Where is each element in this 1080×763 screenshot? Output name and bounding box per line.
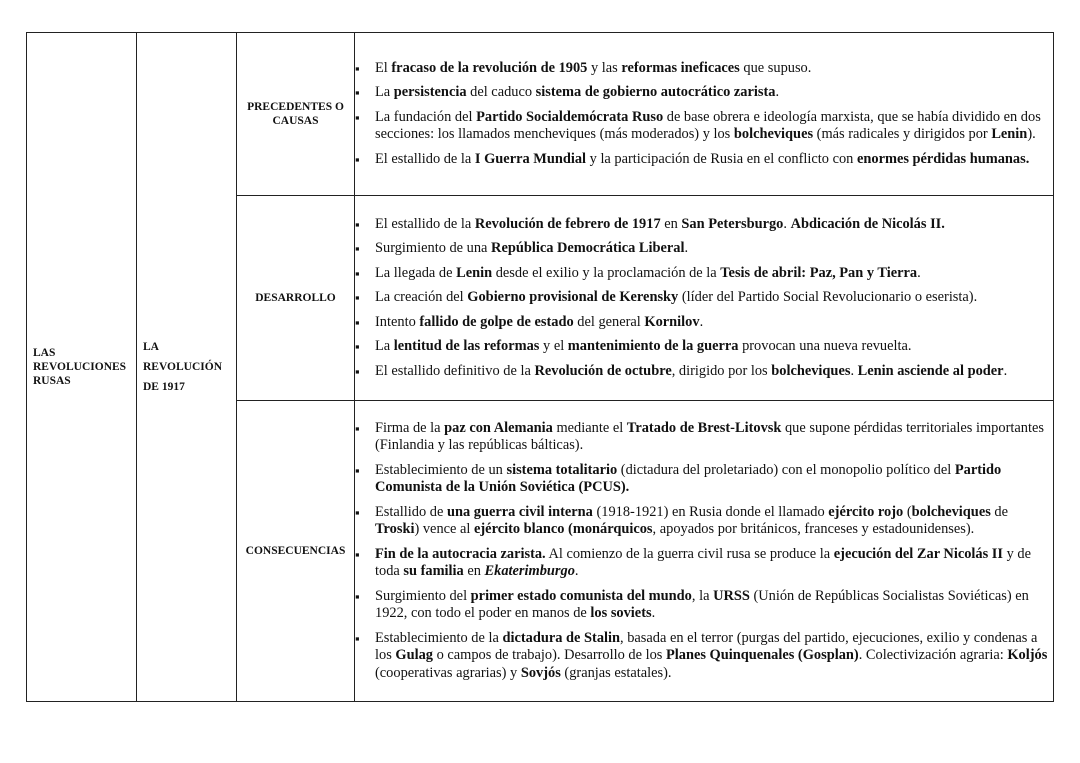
text-segment: de: [990, 503, 1008, 520]
text-segment: El estallido de la: [375, 150, 475, 167]
text-segment: en: [660, 215, 682, 232]
text-segment: Planes Quinquenales (Gosplan): [665, 647, 859, 664]
bullet-list-consecuencias: [355, 420, 1053, 683]
text-segment: sistema totalitario: [506, 461, 618, 478]
subtopic-cell: [137, 33, 237, 702]
text-segment: ).: [1027, 126, 1036, 143]
text-segment: .: [699, 313, 704, 330]
text-segment: fracaso de la revolución de 1905: [391, 59, 588, 76]
text-segment: Tesis de abril: Paz, Pan y Tierra: [720, 264, 918, 281]
text-segment: Al comienzo de la guerra civil rusa se produce la: [545, 545, 834, 562]
text-segment: (granjas estatales).: [560, 664, 672, 681]
bullet-item: [355, 504, 1053, 539]
text-segment: que supone pérdidas territoriales importantes (Finlandia y las repúblicas bálticas).: [375, 419, 1044, 454]
text-segment: La fundación del: [375, 108, 477, 125]
bullet-item: [355, 363, 1053, 381]
text-segment: La creación del: [375, 289, 468, 306]
text-segment: , dirigido por los: [671, 362, 772, 379]
text-segment: persistencia: [393, 84, 467, 101]
text-segment: (cooperativas agrarias) y: [375, 664, 521, 681]
text-segment: . Colectivización agraria:: [858, 647, 1008, 664]
text-segment: primer estado comunista del mundo: [470, 587, 692, 604]
bullet-item: [355, 240, 1053, 258]
section-label-causas: PRECEDENTES O CAUSAS: [247, 101, 344, 127]
text-segment: URSS: [713, 587, 750, 604]
text-segment: bolcheviques: [771, 362, 851, 379]
text-segment: .: [917, 264, 921, 281]
text-segment: sistema de gobierno autocrático zarista: [535, 84, 776, 101]
text-segment: una guerra civil interna: [446, 503, 593, 520]
text-segment: Koljós: [1007, 647, 1048, 664]
text-segment: y la participación de Rusia en el conflicto con: [586, 150, 857, 167]
bullet-item: [355, 462, 1053, 497]
text-segment: Establecimiento de la: [375, 629, 503, 646]
bullet-list-desarrollo: [355, 216, 1053, 381]
text-segment: Tratado de Brest-Litovsk: [626, 419, 782, 436]
text-segment: (: [903, 503, 912, 520]
text-segment: del general: [573, 313, 645, 330]
topic-label: LAS REVOLUCIONES RUSAS: [33, 347, 127, 387]
bullet-item: [355, 84, 1053, 102]
text-segment: El estallido definitivo de la: [375, 362, 535, 379]
text-segment: Troski: [375, 521, 415, 538]
text-segment: , basada en el terror (purgas del partido, ejecuciones, exilio y condenas a los: [375, 629, 1038, 664]
bullet-item: [355, 420, 1053, 455]
text-segment: ejército blanco (monárquicos: [474, 521, 653, 538]
bullet-item: [355, 314, 1053, 332]
text-segment: fallido de golpe de estado: [419, 313, 574, 330]
text-segment: bolcheviques: [733, 126, 814, 143]
bullet-item: [355, 546, 1053, 581]
section-label-desarrollo: DESARROLLO: [255, 292, 336, 304]
text-segment: Fin de la autocracia zarista.: [375, 545, 546, 562]
bullet-item: [355, 588, 1053, 623]
text-segment: Lenin asciende al poder: [857, 362, 1004, 379]
text-segment: Intento: [375, 313, 420, 330]
text-segment: Partido Comunista de la Unión Soviética (PCUS).: [375, 461, 1002, 496]
section-items-cell: [355, 401, 1054, 702]
text-segment: Surgimiento de una: [375, 240, 492, 257]
bullet-item: [355, 338, 1053, 356]
text-segment: Gobierno provisional de Kerensky: [467, 289, 679, 306]
bullet-item: [355, 151, 1053, 169]
text-segment: reformas ineficaces: [621, 59, 740, 76]
text-segment: (Unión de Repúblicas Socialistas Soviéticas) en 1922, con todo el poder en manos de: [375, 587, 1029, 622]
text-segment: .: [783, 215, 791, 232]
text-segment: (1918-1921) en Rusia donde el llamado: [592, 503, 829, 520]
topic-cell: [27, 33, 137, 702]
text-segment: La llegada de: [375, 264, 457, 281]
text-segment: Kornilov: [644, 313, 700, 330]
text-segment: Firma de la: [375, 419, 445, 436]
text-segment: I Guerra Mundial: [474, 150, 587, 167]
text-segment: desde el exilio y la proclamación de la: [492, 264, 721, 281]
section-label-cell: [237, 33, 355, 196]
text-segment: que supuso.: [739, 59, 812, 76]
text-segment: (más radicales y dirigidos por: [813, 126, 992, 143]
section-items-cell: [355, 196, 1054, 401]
text-segment: .: [775, 84, 780, 101]
section-row-causas: [27, 33, 1054, 196]
text-segment: El: [375, 59, 392, 76]
section-items-cell: [355, 33, 1054, 196]
text-segment: .: [651, 605, 656, 622]
section-label-cell: [237, 196, 355, 401]
text-segment: ) vence al: [414, 521, 474, 538]
text-segment: provocan una nueva revuelta.: [738, 338, 912, 355]
subtopic-label: LA REVOLUCIÓN DE 1917: [143, 341, 223, 393]
text-segment: San Petersburgo: [681, 215, 784, 232]
text-segment: bolcheviques: [911, 503, 991, 520]
bullet-item: [355, 289, 1053, 307]
text-segment: Estallido de: [375, 503, 447, 520]
text-segment: su familia: [403, 563, 464, 580]
text-segment: Sovjós: [520, 664, 561, 681]
text-segment: Lenin: [991, 126, 1028, 143]
text-segment: (dictadura del proletariado) con el monopolio político del: [617, 461, 955, 478]
text-segment: Establecimiento de un: [375, 461, 507, 478]
text-segment: Surgimiento del: [375, 587, 471, 604]
text-segment: República Democrática Liberal: [491, 240, 685, 257]
bullet-item: [355, 109, 1053, 144]
text-segment: paz con Alemania: [444, 419, 553, 436]
text-segment: lentitud de las reformas: [393, 338, 540, 355]
text-segment: Gulag: [395, 647, 433, 664]
text-segment: y de toda: [375, 545, 1031, 580]
text-segment: de base obrera e ideología marxista, que se había dividido en dos secciones: los llamados mencheviques (más moderados) y los: [375, 108, 1041, 143]
text-segment: del caduco: [466, 84, 536, 101]
bullet-list-causas: [355, 60, 1053, 169]
text-segment: La: [375, 338, 394, 355]
bullet-item: [355, 630, 1053, 683]
text-segment: Abdicación de Nicolás II.: [790, 215, 945, 232]
text-segment: y las: [587, 59, 622, 76]
text-segment: .: [684, 240, 689, 257]
section-label-cell: [237, 401, 355, 702]
text-segment: ejecución del Zar Nicolás II: [833, 545, 1003, 562]
section-label-consecuencias: CONSECUENCIAS: [245, 545, 346, 557]
text-segment: los soviets: [590, 605, 652, 622]
text-segment: , la: [691, 587, 714, 604]
text-segment: Revolución de octubre: [534, 362, 672, 379]
text-segment: mediante el: [552, 419, 627, 436]
text-segment: en: [463, 563, 485, 580]
text-segment: Partido Socialdemócrata Ruso: [476, 108, 664, 125]
text-segment: o campos de trabajo). Desarrollo de los: [433, 647, 666, 664]
text-segment: , apoyados por británicos, franceses y estadounidenses).: [652, 521, 975, 538]
text-segment: Ekaterimburgo: [484, 563, 575, 580]
text-segment: La: [375, 84, 394, 101]
bullet-item: [355, 265, 1053, 283]
bullet-item: [355, 60, 1053, 78]
text-segment: El estallido de la: [375, 215, 475, 232]
bullet-item: [355, 216, 1053, 234]
text-segment: mantenimiento de la guerra: [567, 338, 739, 355]
text-segment: Lenin: [456, 264, 493, 281]
text-segment: Revolución de febrero de 1917: [474, 215, 661, 232]
text-segment: (líder del Partido Social Revolucionario o eserista).: [678, 289, 978, 306]
text-segment: ejército rojo: [828, 503, 904, 520]
text-segment: .: [1003, 362, 1008, 379]
text-segment: .: [850, 362, 858, 379]
text-segment: y el: [539, 338, 568, 355]
text-segment: dictadura de Stalin: [502, 629, 621, 646]
revolution-outline-table: [26, 32, 1054, 702]
text-segment: enormes pérdidas humanas.: [856, 150, 1030, 167]
text-segment: .: [574, 563, 579, 580]
